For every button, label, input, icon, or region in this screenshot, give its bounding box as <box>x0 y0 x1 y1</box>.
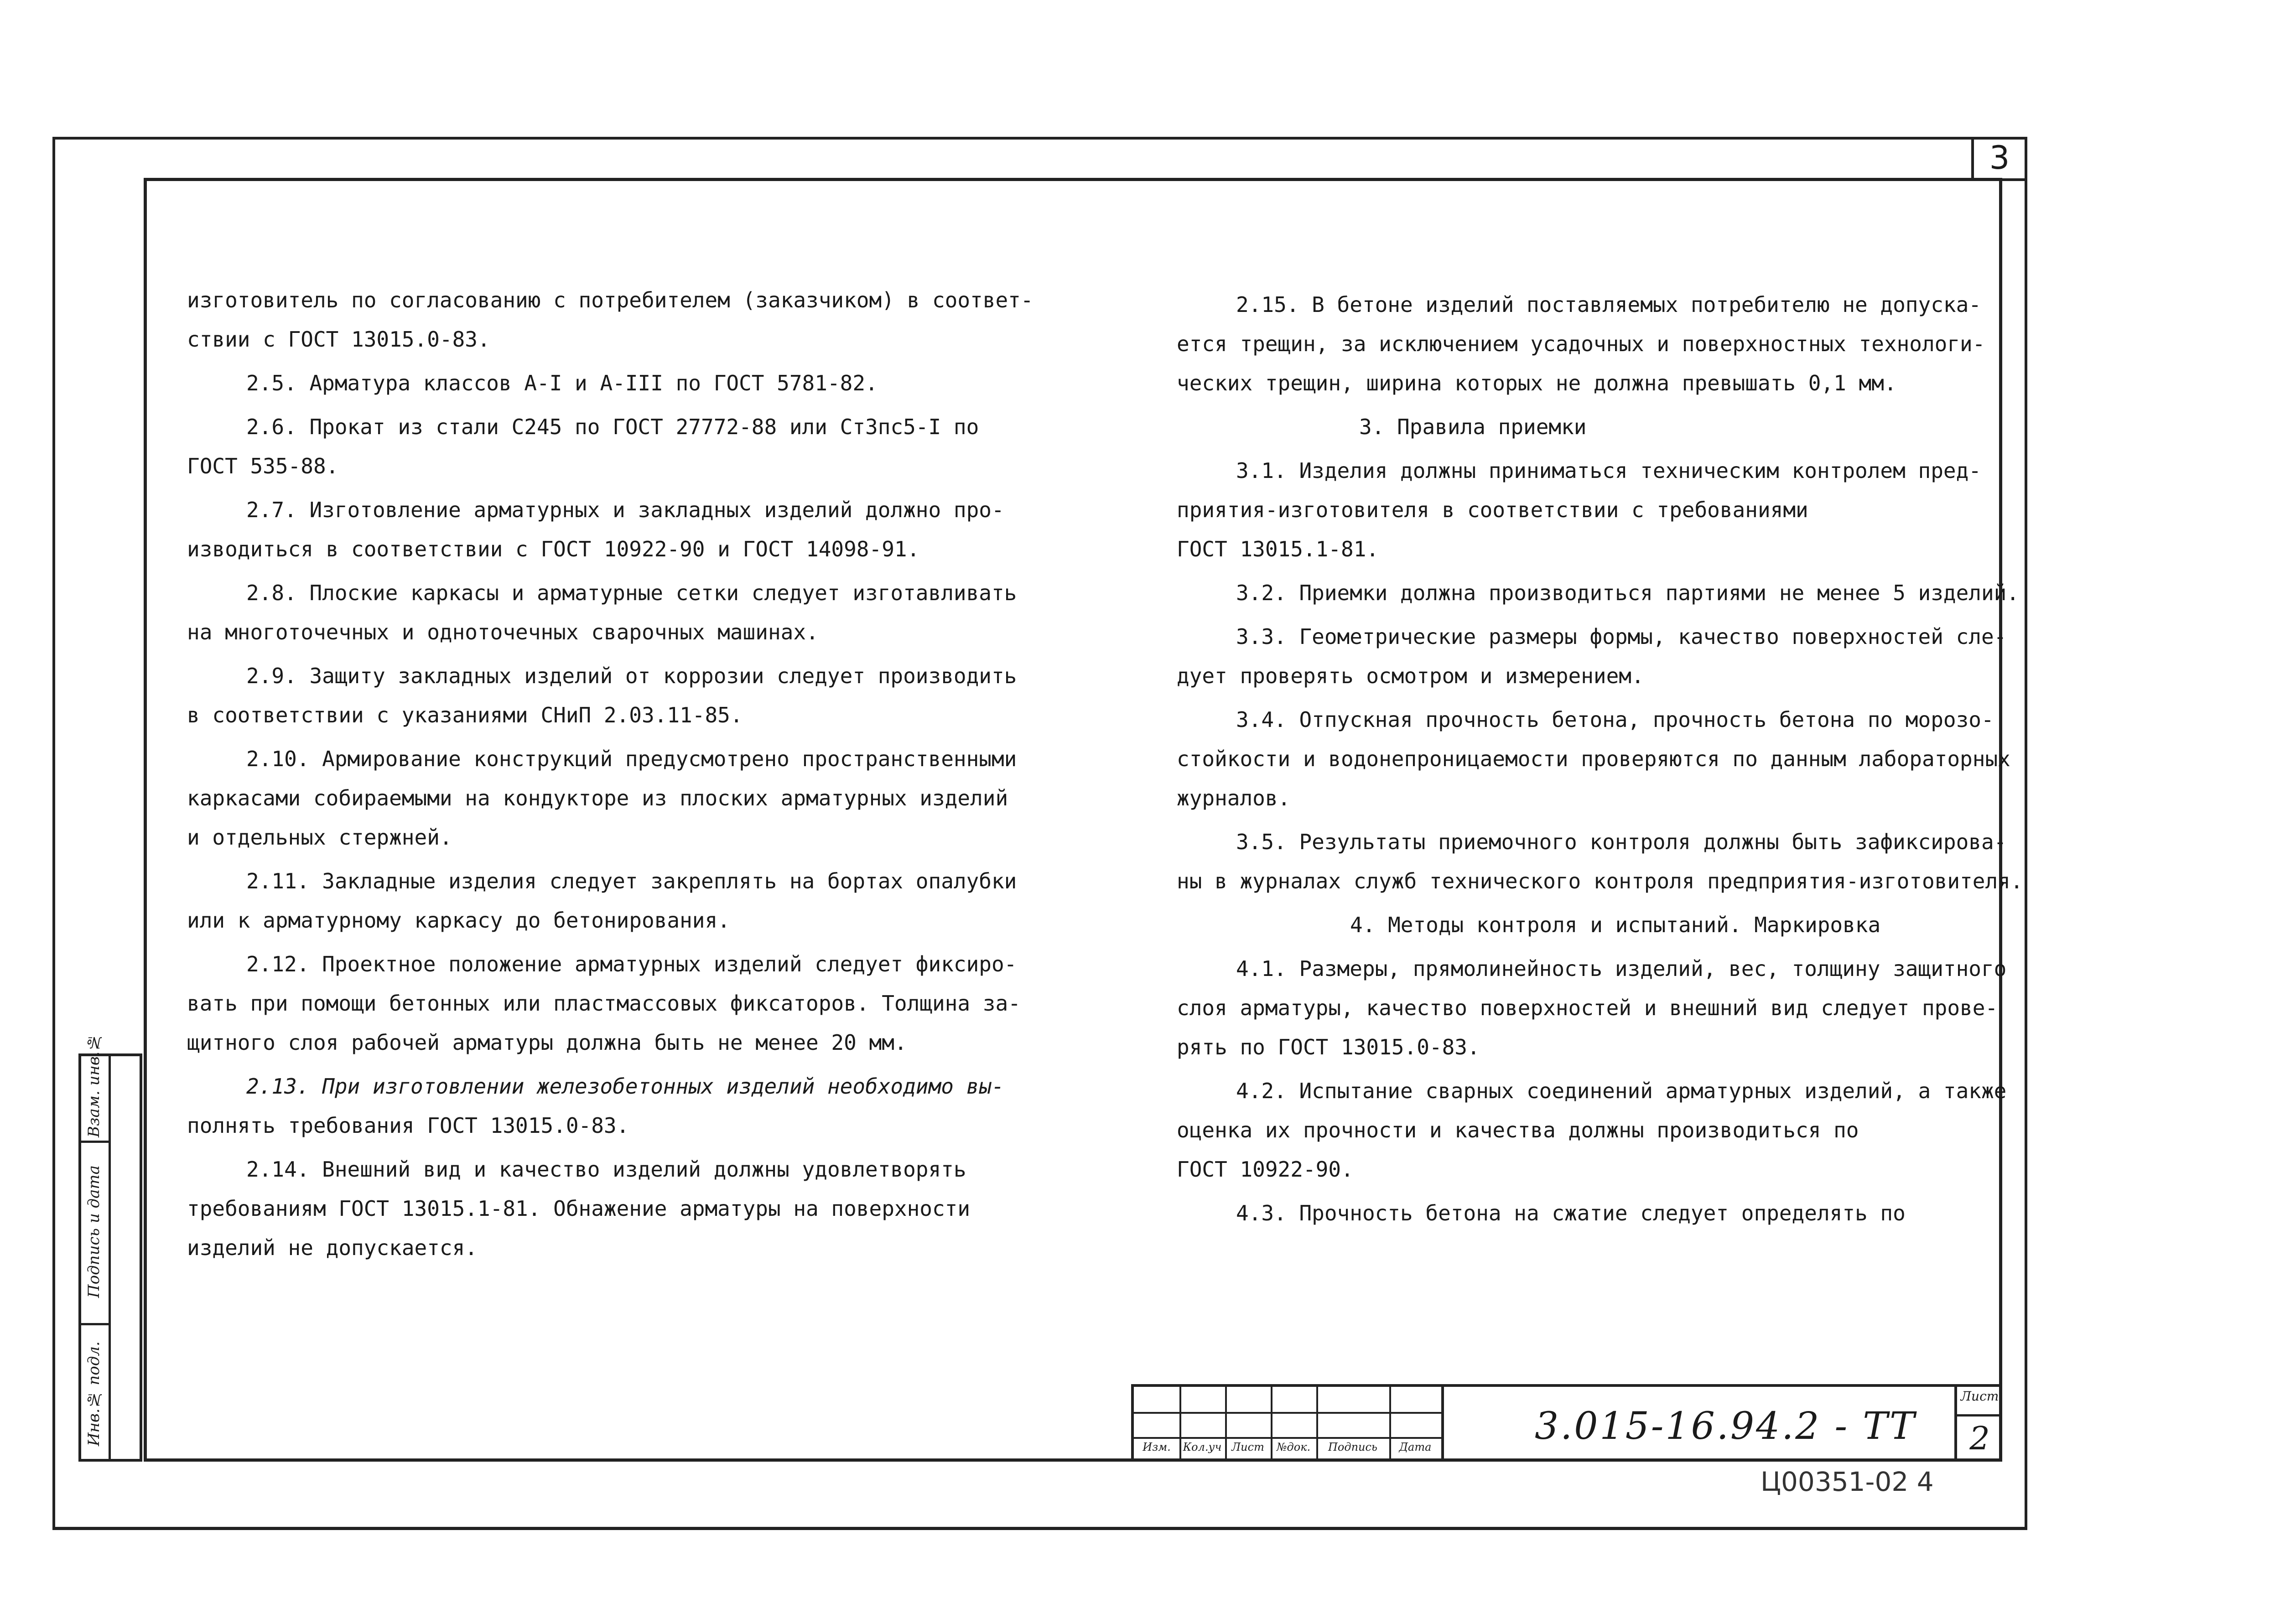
document-designation: 3.015-16.94.2 - ТТ <box>1535 1405 1916 1448</box>
caption-quantity: Кол.уч <box>1183 1441 1222 1453</box>
clause-3-5: 3.5. Результаты приемочного контроля должны быть зафиксирова- <box>1236 830 2007 854</box>
text-line: вать при помощи бетонных или пластмассовых фиксаторов. Толщина за- <box>187 991 1021 1016</box>
text-line: и отдельных стержней. <box>187 825 452 850</box>
text-line: или к арматурному каркасу до бетонирования. <box>187 908 730 933</box>
left-column <box>187 280 1034 1267</box>
text-line: ГОСТ 13015.1-81. <box>1177 537 1379 561</box>
clause-2-15: 2.15. В бетоне изделий поставляемых потребителю не допуска- <box>1236 292 1981 317</box>
side-stamp <box>78 1033 142 1462</box>
clause-2-12: 2.12. Проектное положение арматурных изделий следует фиксиро- <box>246 952 1017 976</box>
text-line: ется трещин, за исключением усадочных и поверхностных технологи- <box>1177 332 1985 356</box>
text-line: журналов. <box>1177 786 1291 810</box>
section-heading-3: 3. Правила приемки <box>1359 415 1587 439</box>
sheet-number: 2 <box>1969 1420 1990 1457</box>
page-number: 3 <box>1971 138 2025 181</box>
right-column <box>1177 285 2023 1233</box>
text-line: ны в журналах служб технического контроля предприятия-изготовителя. <box>1177 869 2023 893</box>
replaces-inv-label: Взам. инв.№ <box>85 1033 103 1137</box>
clause-2-5: 2.5. Арматура классов А-I и А-III по ГОСТ 5781-82. <box>246 371 878 395</box>
clause-2-11: 2.11. Закладные изделия следует закреплять на бортах опалубки <box>246 869 1017 893</box>
text-line: приятия-изготовителя в соответствии с требованиями <box>1177 498 1808 522</box>
clause-3-2: 3.2. Приемки должна производиться партиями не менее 5 изделий. <box>1236 581 2020 605</box>
text-line: рять по ГОСТ 13015.0-83. <box>1177 1035 1480 1059</box>
clause-2-6: 2.6. Прокат из стали С245 по ГОСТ 27772-88 или Ст3пс5-I по <box>246 415 979 439</box>
clause-3-4: 3.4. Отпускная прочность бетона, прочность бетона по морозо- <box>1236 707 1994 732</box>
text-line: требованиям ГОСТ 13015.1-81. Обнажение арматуры на поверхности <box>187 1196 971 1221</box>
signature-date-label: Подпись и дата <box>85 1165 103 1298</box>
title-block-grid <box>1131 1384 1441 1462</box>
text-line: дует проверять осмотром и измерением. <box>1177 664 1644 688</box>
inv-no-label: Инв.№ подл. <box>85 1341 103 1446</box>
caption-change: Изм. <box>1143 1441 1171 1453</box>
clause-3-1: 3.1. Изделия должны приниматься техническим контролем пред- <box>1236 458 1981 483</box>
text-line: ческих трещин, ширина которых не должна превышать 0,1 мм. <box>1177 371 1897 395</box>
caption-date: Дата <box>1399 1441 1432 1453</box>
clause-2-8: 2.8. Плоские каркасы и арматурные сетки следует изготавливать <box>246 581 1017 605</box>
text-line: ствии с ГОСТ 13015.0-83. <box>187 327 490 352</box>
archive-number: Ц00351-02 4 <box>1761 1466 1934 1497</box>
text-line: слоя арматуры, качество поверхностей и внешний вид следует прове- <box>1177 996 1998 1020</box>
text-line: ГОСТ 535-88. <box>187 454 339 478</box>
caption-doc-no: №док. <box>1276 1441 1311 1453</box>
clause-2-14: 2.14. Внешний вид и качество изделий должны удовлетворять <box>246 1157 966 1182</box>
side-stamp-rule <box>81 1323 109 1325</box>
sheet-label: Лист <box>1960 1389 1999 1404</box>
text-line: стойкости и водонепроницаемости проверяются по данным лабораторных <box>1177 747 2010 771</box>
side-stamp-divider <box>109 1056 111 1459</box>
clause-2-10: 2.10. Армирование конструкций предусмотрено пространственными <box>246 747 1017 771</box>
clause-2-7: 2.7. Изготовление арматурных и закладных изделий должно про- <box>246 498 1004 522</box>
text-line: каркасами собираемыми на кондукторе из плоских арматурных изделий <box>187 786 1008 810</box>
clause-2-13: 2.13. При изготовлении железобетонных изделий необходимо вы- <box>246 1074 1004 1099</box>
clause-4-3: 4.3. Прочность бетона на сжатие следует определять по <box>1236 1201 1906 1225</box>
clause-4-2: 4.2. Испытание сварных соединений арматурных изделий, а также <box>1236 1079 2007 1103</box>
clause-3-3: 3.3. Геометрические размеры формы, качество поверхностей сле- <box>1236 624 2007 649</box>
text-line: изготовитель по согласованию с потребителем (заказчиком) в соответ- <box>187 288 1034 312</box>
section-heading-4: 4. Методы контроля и испытаний. Маркировка <box>1350 913 1881 937</box>
side-stamp-rule <box>81 1141 109 1143</box>
sheet-cell <box>1954 1384 2002 1462</box>
text-line: изводиться в соответствии с ГОСТ 10922-90 и ГОСТ 14098-91. <box>187 537 920 561</box>
text-line: на многоточечных и одноточечных сварочных машинах. <box>187 620 819 644</box>
text-line: в соответствии с указаниями СНиП 2.03.11-85. <box>187 703 743 727</box>
text-line: полнять требования ГОСТ 13015.0-83. <box>187 1113 629 1138</box>
clause-2-9: 2.9. Защиту закладных изделий от коррозии следует производить <box>246 664 1017 688</box>
text-line: оценка их прочности и качества должны производиться по <box>1177 1118 1859 1142</box>
caption-sheet: Лист <box>1231 1441 1264 1453</box>
sheet-cell-rule <box>1957 1414 2002 1416</box>
text-line: изделий не допускается. <box>187 1235 478 1260</box>
text-line: щитного слоя рабочей арматуры должна быть не менее 20 мм. <box>187 1030 907 1055</box>
clause-4-1: 4.1. Размеры, прямолинейность изделий, вес, толщину защитного <box>1236 956 2007 981</box>
caption-signature: Подпись <box>1328 1441 1377 1453</box>
text-line: ГОСТ 10922-90. <box>1177 1157 1354 1182</box>
